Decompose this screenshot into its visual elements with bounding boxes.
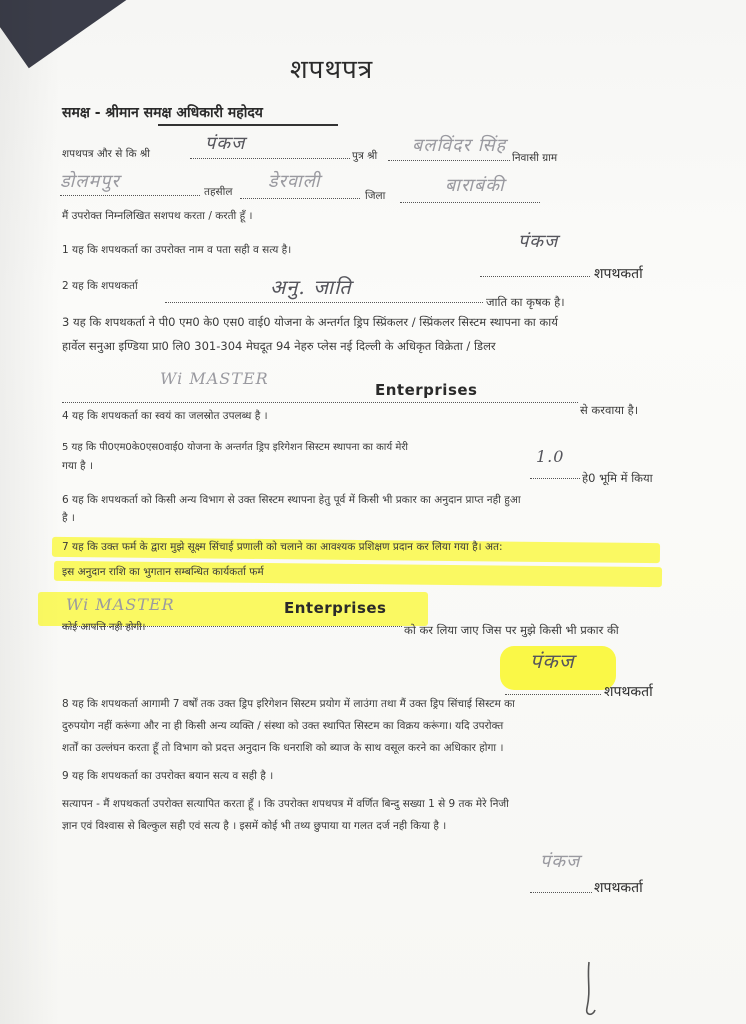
point-3-end: से करवाया है।: [580, 403, 639, 417]
page-title: शपथपत्र: [290, 55, 374, 85]
enterprises-2: Enterprises: [284, 599, 387, 617]
point-5-end: हे0 भूमि में किया: [582, 471, 653, 485]
name-dots: [190, 158, 350, 159]
point-5-line-1: 5 यह कि पी0एम0के0एस0वाई0 योजना के अन्तर्गत ड्रिप इरिगेशन सिस्टम स्थापना का कार्य मेरी: [62, 442, 409, 453]
tehsil-dots: [240, 198, 360, 199]
point-8-line-1: 8 यह कि शपथकर्ता आगामी 7 वर्षों तक उक्त ड्रिप इरिगेशन सिस्टम प्रयोग में लाउंगा तथा मैं उक्त ड्रिप सिंचाई सिस्टम का: [62, 698, 515, 710]
point-7-line-3-end: को कर लिया जाए जिस पर मुझे किसी भी प्रकार की: [404, 623, 619, 637]
resident-label: निवासी ग्राम: [512, 152, 558, 164]
signature-3-label: शपथकर्ता: [594, 880, 643, 896]
tehsil-handwritten: डेरवाली: [268, 171, 321, 192]
point-2-end: जाति का कृषक है।: [486, 295, 565, 309]
caste-handwritten: अनु. जाति: [270, 275, 352, 299]
signature-1-label: शपथकर्ता: [594, 266, 643, 282]
tehsil-label: तहसील: [204, 186, 233, 198]
intro-prefix: शपथपत्र और से कि श्री: [62, 148, 150, 160]
verification-line-2: ज्ञान एवं विश्वास से बिल्कुल सही एवं सत्य है । इसमें कोई भी तथ्य छुपाया या गलत दर्ज नही किया है ।: [62, 820, 447, 832]
dealer-dots: [62, 402, 578, 403]
village-dots: [60, 195, 200, 196]
statement: मैं उपरोक्त निम्नलिखित सशपथ करता / करती हूँ ।: [62, 210, 253, 222]
point-3-line-2: हार्वेल सनुआ इण्डिया प्रा0 लि0 301-304 मेघदूत 94 नेहरु प्लेस नई दिल्ली के अधिकृत विक्रेता / डिलर: [62, 339, 496, 353]
point-6-line-2: है ।: [62, 512, 75, 524]
village-handwritten: डोलमपुर: [60, 171, 120, 192]
point-3-line-1: 3 यह कि शपथकर्ता ने पी0 एम0 के0 एस0 वाई0 योजना के अन्तर्गत ड्रिप स्प्रिंकलर / स्प्रिंकलर सिस्टम स्थापना का कार्य: [62, 315, 558, 329]
area-handwritten: 1.0: [536, 447, 565, 466]
enterprises-1: Enterprises: [375, 381, 478, 399]
signature-3: पंकज: [540, 851, 581, 872]
point-7-line-2: इस अनुदान राशि का भुगतान सम्बन्धित कार्यकर्ता फर्म: [62, 566, 264, 578]
point-5-line-2: गया है ।: [62, 460, 93, 472]
point-7-line-1: 7 यह कि उक्त फर्म के द्वारा मुझे सूक्ष्म सिंचाई प्रणाली को चलाने का आवश्यक प्रशिक्षण प्रदान कर लिया गया है। अत:: [62, 541, 503, 553]
signature-2: पंकज: [530, 649, 575, 673]
point-1: 1 यह कि शपथकर्ता का उपरोक्त नाम व पता सही व सत्य है।: [62, 244, 292, 256]
dealer-handwritten: Wi MASTER: [160, 369, 269, 388]
pen-mark-icon: [575, 960, 605, 1020]
dealer2-handwritten: Wi MASTER: [66, 595, 175, 614]
signature-3-dots: [530, 892, 592, 893]
addressee: समक्ष - श्रीमान समक्ष अधिकारी महोदय: [62, 105, 263, 121]
page-edge-shade: [0, 0, 60, 1024]
father-handwritten: बलविंदर सिंह: [412, 135, 507, 156]
district-handwritten: बाराबंकी: [445, 175, 505, 196]
point-2-start: 2 यह कि शपथकर्ता: [62, 280, 138, 292]
point-4: 4 यह कि शपथकर्ता का स्वयं का जलस्रोत उपलब्ध है ।: [62, 410, 268, 422]
name-handwritten: पंकज: [205, 133, 246, 154]
signature-2-label: शपथकर्ता: [604, 684, 653, 700]
addressee-underline: [158, 124, 338, 126]
district-label: जिला: [365, 190, 386, 202]
point-7-line-4: कोई आपत्ति नही होगी।: [62, 622, 146, 633]
district-dots: [400, 202, 540, 203]
area-dots: [530, 478, 580, 479]
point-9: 9 यह कि शपथकर्ता का उपरोक्त बयान सत्य व सही है ।: [62, 770, 274, 782]
signature-2-dots: [505, 694, 601, 695]
son-of-label: पुत्र श्री: [352, 150, 378, 162]
point-8-line-2: दुरुपयोग नहीं करूंगा और ना ही किसी अन्य व्यक्ति / संस्था को उक्त स्थापित सिस्टम का विक्रय करूंगा। यदि उपरोक्त: [62, 720, 504, 732]
father-dots: [388, 160, 510, 161]
caste-dots: [165, 302, 483, 303]
signature-1-dots: [480, 276, 590, 277]
point-8-line-3: शर्तों का उल्लंघन करता हूँ तो विभाग को प्रदत्त अनुदान कि धनराशि को ब्याज के साथ वसूल करने का अधिकार होगा ।: [62, 742, 504, 754]
signature-1: पंकज: [518, 231, 559, 252]
verification-line-1: सत्यापन - मैं शपथकर्ता उपरोक्त सत्यापित करता हूँ । कि उपरोक्त शपथपत्र में वर्णित बिन्दु सख्या 1 से 9 तक मेरे निजी: [62, 798, 509, 810]
point-6-line-1: 6 यह कि शपथकर्ता को किसी अन्य विभाग से उक्त सिस्टम स्थापना हेतु पूर्व में किसी भी प्रकार का अनुदान प्राप्त नही हुआ: [62, 494, 521, 506]
